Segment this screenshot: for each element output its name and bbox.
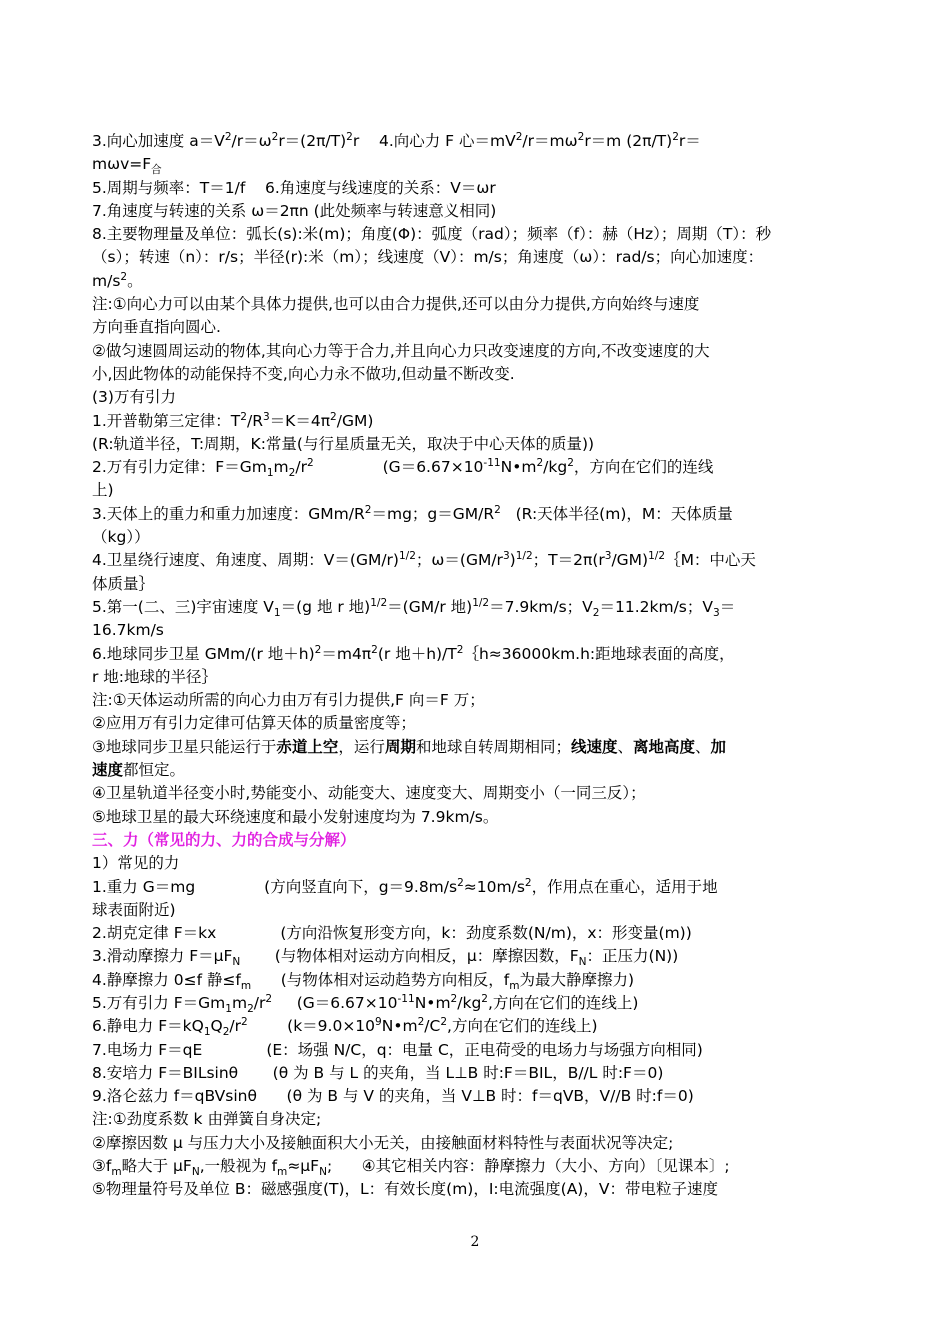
text-line <box>92 852 860 875</box>
text-segment: 8.安培力 F＝BILsinθ (θ 为 B 与 L 的夹角，当 L⊥B 时:F＝BIL，B//L 时:F＝0) <box>92 1063 664 1082</box>
bold-text: 加 <box>710 737 727 756</box>
superscript: 2 <box>240 410 247 423</box>
text-segment: m/s <box>92 271 121 290</box>
text-segment: （kg）） <box>92 528 150 547</box>
text-line <box>92 619 860 642</box>
text-line <box>92 410 860 433</box>
text-line <box>92 153 860 176</box>
text-line <box>92 130 860 153</box>
text-segment: ,方向在它们的连线上) <box>488 993 639 1012</box>
text-segment: (k＝9.0×10 <box>247 1017 376 1036</box>
text-segment: 1）常见的力 <box>92 854 180 873</box>
text-line <box>92 666 860 689</box>
subscript: 2 <box>222 1026 230 1039</box>
text-segment: ,方向在它们的连线上) <box>447 1017 598 1036</box>
text-segment: Q <box>210 1017 223 1036</box>
text-segment: ③地球同步卫星只能运行于 <box>92 737 277 756</box>
text-line <box>92 876 860 899</box>
text-line <box>92 177 860 200</box>
superscript: 1/2 <box>398 550 416 563</box>
text-segment: ：正压力(N)) <box>586 947 679 966</box>
text-segment: 9.洛仑兹力 f＝qBVsinθ (θ 为 B 与 V 的夹角，当 V⊥B 时：f＝qVB，V//B 时:f＝0) <box>92 1087 694 1106</box>
text-segment: ⑤物理量符号及单位 B：磁感强度(T)，L：有效长度(m)，I:电流强度(A)，V：带电粒子速度 <box>92 1180 718 1199</box>
text-segment: ＝K＝4π <box>269 411 331 430</box>
text-segment: ) <box>509 551 516 570</box>
subscript: N <box>232 956 241 969</box>
text-segment: 3.滑动摩擦力 F＝μF <box>92 947 233 966</box>
text-segment: 2.万有引力定律：F＝Gm <box>92 458 267 477</box>
text-segment: /R <box>246 411 263 430</box>
text-segment: ＝(g 地 r 地) <box>280 597 371 616</box>
text-segment: ③f <box>92 1157 112 1176</box>
text-segment: ，方向在它们的连线 <box>573 458 714 477</box>
text-segment: 7.角速度与转速的关系 ω＝2πn (此处频率与转速意义相同) <box>92 201 497 220</box>
text-segment: 三、力（常见的力、力的合成与分解） <box>92 830 356 849</box>
text-segment: m <box>231 993 248 1012</box>
text-segment: 16.7km/s <box>92 621 164 640</box>
text-segment: ＝m4π <box>321 644 372 663</box>
superscript: 2 <box>524 876 532 889</box>
superscript: 2 <box>265 992 273 1005</box>
text-segment: r＝ <box>678 132 701 150</box>
text-line <box>92 899 860 922</box>
text-segment: ｛M：中心天 <box>665 551 756 570</box>
text-segment: 方向垂直指向圆心. <box>92 318 221 337</box>
text-segment: ; ④其它相关内容：静摩擦力（大小、方向）〔见课本〕; <box>326 1157 730 1176</box>
subscript: m <box>111 1166 122 1179</box>
text-line <box>92 945 860 968</box>
text-segment: /r＝ω <box>231 132 272 150</box>
text-line <box>92 922 860 945</box>
text-segment: ④卫星轨道半径变小时,势能变小、动能变大、速度变大、周期变小（一同三反）； <box>92 784 646 803</box>
text-segment: 5.周期与频率：T＝1/f 6.角速度与线速度的关系：V＝ωr <box>92 178 496 197</box>
text-segment: /kg <box>457 993 482 1012</box>
text-segment: 6.地球同步卫星 GMm/(r 地＋h) <box>92 644 315 663</box>
text-segment: ，作用点在重心，适用于地 <box>531 877 718 896</box>
text-line <box>92 1015 860 1038</box>
page-number: 2 <box>470 1234 480 1250</box>
text-line <box>92 573 860 596</box>
text-line <box>92 386 860 409</box>
text-segment: r 地:地球的半径｝ <box>92 667 218 686</box>
text-line <box>92 223 860 246</box>
superscript: 2 <box>457 876 464 889</box>
superscript: 2 <box>515 130 523 143</box>
superscript: 2 <box>494 503 501 516</box>
text-line <box>92 456 860 479</box>
superscript: -11 <box>483 457 501 469</box>
text-segment: 8.主要物理量及单位：弧长(s):米(m)；角度(Φ)：弧度（rad）；频率（f）：赫（Hz）；周期（T）：秒 <box>92 225 772 244</box>
text-segment: mωv=F <box>92 155 152 174</box>
superscript: 1/2 <box>648 550 666 563</box>
text-segment: r＝(2π/T) <box>278 132 347 150</box>
text-line <box>92 549 860 572</box>
text-segment: 。 <box>127 271 143 290</box>
text-line <box>92 479 860 502</box>
text-segment: ,一般视为 f <box>199 1157 278 1176</box>
bold-text: 赤道上空 <box>276 737 339 756</box>
superscript: 2 <box>120 270 128 283</box>
text-line <box>92 759 860 782</box>
text-segment: ＝7.9km/s；V <box>489 597 593 616</box>
text-segment: ≈10m/s <box>463 877 525 896</box>
text-segment: (与物体相对运动方向相反，μ：摩擦因数，F <box>240 947 579 966</box>
text-segment: 都恒定。 <box>123 761 186 780</box>
text-segment: （s）；转速（n）：r/s；半径(r):米（m）；线速度（V）：m/s；角速度（ω）：rad/s；向心加速度： <box>92 248 764 267</box>
superscript: 2 <box>536 457 544 469</box>
text-segment: /r <box>253 993 266 1012</box>
text-segment: ＝ <box>719 597 736 616</box>
text-line <box>92 992 860 1015</box>
text-line <box>92 363 860 386</box>
text-segment: (R:天体半径(m)，M：天体质量 <box>500 504 733 523</box>
text-segment: (G＝6.67×10 <box>272 993 398 1012</box>
text-segment: 注:①劲度系数 k 由弹簧自身决定; <box>92 1110 322 1129</box>
subscript: 1 <box>225 1003 232 1016</box>
text-segment: (G＝6.67×10 <box>313 458 484 477</box>
text-segment: ②应用万有引力定律可估算天体的质量密度等； <box>92 714 416 733</box>
text-segment: 注:①天体运动所需的向心力由万有引力提供,F 向＝F 万； <box>92 691 485 710</box>
text-line <box>92 1178 860 1201</box>
superscript: 1/2 <box>515 550 533 563</box>
text-segment: 5.万有引力 F＝Gm <box>92 993 226 1012</box>
text-segment: 略大于 μF <box>121 1157 192 1176</box>
text-line <box>92 316 860 339</box>
subscript: m <box>277 1166 288 1179</box>
superscript: 3 <box>502 550 510 563</box>
text-segment: 3.向心加速度 a＝V <box>92 132 225 150</box>
subscript: 1 <box>266 467 274 480</box>
text-segment: /r <box>295 458 307 477</box>
text-line <box>92 1062 860 1085</box>
text-line <box>92 782 860 805</box>
text-segment: 上) <box>92 481 114 500</box>
text-line <box>92 526 860 549</box>
bold-text: 线速度 <box>570 737 618 756</box>
text-segment: 注:①向心力可以由某个具体力提供,也可以由合力提供,还可以由分力提供,方向始终与速度 <box>92 295 700 314</box>
subscript: N <box>191 1166 200 1179</box>
superscript: 9 <box>375 1016 382 1029</box>
subscript: 1 <box>203 1026 211 1039</box>
superscript: 1/2 <box>472 596 490 609</box>
text-line <box>92 246 860 269</box>
text-line <box>92 712 860 735</box>
text-segment: 球表面附近) <box>92 900 176 919</box>
text-segment: ②摩擦因数 μ 与压力大小及接触面积大小无关，由接触面材料特性与表面状况等决定; <box>92 1133 674 1152</box>
text-line <box>92 736 860 759</box>
subscript: 2 <box>288 467 296 480</box>
text-segment: ，运行 <box>338 737 385 756</box>
bold-text: 离地高度 <box>633 737 696 756</box>
text-segment: m <box>273 458 289 477</box>
text-segment: 2.胡克定律 F＝kx (方向沿恢复形变方向，k：劲度系数(N/m)，x：形变量(m)) <box>92 924 692 943</box>
text-segment: ②做匀速圆周运动的物体,其向心力等于合力,并且向心力只改变速度的方向,不改变速度的大 <box>92 341 710 360</box>
subscript: N <box>578 956 587 969</box>
superscript: 3 <box>262 410 270 423</box>
text-segment: 1.开普勒第三定律：T <box>92 411 241 430</box>
text-segment: N•m <box>381 1017 418 1036</box>
text-segment: r 4.向心力 F 心＝mV <box>352 132 516 150</box>
text-segment: 小,因此物体的动能保持不变,向心力永不做功,但动量不断改变. <box>92 364 515 383</box>
text-line <box>92 689 860 712</box>
text-line <box>92 1155 860 1178</box>
superscript: 1/2 <box>370 596 388 609</box>
superscript: 2 <box>271 130 279 143</box>
text-line <box>92 969 860 992</box>
text-line <box>92 1108 860 1131</box>
text-segment: 、 <box>695 737 711 756</box>
text-segment: 体质量｝ <box>92 574 155 593</box>
bold-text: 速度 <box>92 761 124 780</box>
text-segment: /kg <box>543 458 568 477</box>
subscript: m <box>509 979 520 992</box>
text-line <box>92 433 860 456</box>
text-segment: 1.重力 G＝mg (方向竖直向下，g＝9.8m/s <box>92 877 458 896</box>
text-line <box>92 806 860 829</box>
bold-text: 周期 <box>384 737 416 756</box>
text-segment: /r <box>229 1017 242 1036</box>
superscript: 2 <box>440 1016 448 1029</box>
text-line <box>92 293 860 316</box>
text-segment: (R:轨道半径，T:周期，K:常量(与行星质量无关，取决于中心天体的质量)) <box>92 434 595 453</box>
text-segment: 4.静摩擦力 0≤f 静≤f <box>92 970 241 989</box>
superscript: 2 <box>314 643 322 656</box>
text-segment: ｛h≈36000km.h:距地球表面的高度， <box>463 644 735 663</box>
subscript: 合 <box>151 164 162 177</box>
text-line <box>92 596 860 619</box>
subscript: 2 <box>247 1003 254 1016</box>
text-line <box>92 503 860 526</box>
superscript: -11 <box>397 992 415 1005</box>
text-segment: /GM) <box>336 411 374 430</box>
text-segment: ≈μF <box>287 1157 320 1176</box>
text-segment: r＝m (2π/T) <box>584 132 673 150</box>
superscript: 2 <box>481 992 488 1005</box>
superscript: 2 <box>567 457 574 469</box>
superscript: 2 <box>450 992 458 1005</box>
text-segment: N•m <box>500 458 537 477</box>
text-line <box>92 270 860 293</box>
superscript: 2 <box>417 1016 425 1029</box>
text-segment: 为最大静摩擦力) <box>519 970 635 989</box>
text-line <box>92 1085 860 1108</box>
text-segment: (与物体相对运动趋势方向相反，f <box>251 970 510 989</box>
text-line <box>92 643 860 666</box>
superscript: 2 <box>577 130 585 143</box>
text-segment: ＝11.2km/s；V <box>599 597 713 616</box>
document-body <box>92 130 860 1202</box>
text-segment: 3.天体上的重力和重力加速度：GMm/R <box>92 504 365 523</box>
superscript: 2 <box>672 130 679 143</box>
superscript: 2 <box>330 410 337 423</box>
text-segment: ＝(GM/r 地) <box>387 597 473 616</box>
subscript: 2 <box>592 607 600 620</box>
text-segment: (3)万有引力 <box>92 388 176 407</box>
text-segment: 、 <box>617 737 633 756</box>
text-segment: ＝mg；g＝GM/R <box>371 504 495 523</box>
text-segment: 4.卫星绕行速度、角速度、周期：V＝(GM/r) <box>92 551 399 570</box>
subscript: N <box>319 1166 327 1179</box>
text-segment: 7.电场力 F＝qE (E：场强 N/C，q：电量 C，正电荷受的电场力与场强方向相同) <box>92 1040 703 1059</box>
superscript: 2 <box>346 130 353 143</box>
text-line <box>92 1039 860 1062</box>
superscript: 2 <box>456 643 464 656</box>
section-heading <box>92 829 860 852</box>
text-segment: ；ω＝(GM/r <box>415 551 503 570</box>
text-line <box>92 1132 860 1155</box>
superscript: 2 <box>364 503 372 516</box>
superscript: 2 <box>224 130 232 143</box>
text-segment: ；T＝2π(r <box>532 551 605 570</box>
text-segment: 和地球自转周期相同； <box>415 737 571 756</box>
text-line <box>92 200 860 223</box>
text-line <box>92 340 860 363</box>
subscript: 1 <box>273 607 281 620</box>
superscript: 2 <box>241 1016 248 1029</box>
superscript: 2 <box>306 457 314 469</box>
text-segment: /C <box>424 1017 441 1036</box>
text-segment: (r 地＋h)/T <box>377 644 457 663</box>
superscript: 2 <box>371 643 378 656</box>
text-segment: ⑤地球卫星的最大环绕速度和最小发射速度均为 7.9km/s。 <box>92 807 499 826</box>
text-segment: /GM) <box>611 551 649 570</box>
text-segment: /r＝mω <box>522 132 578 150</box>
subscript: m <box>240 979 252 992</box>
text-segment: 6.静电力 F＝kQ <box>92 1017 204 1036</box>
superscript: 3 <box>604 550 612 563</box>
text-segment: N•m <box>414 993 451 1012</box>
text-segment: 5.第一(二、三)宇宙速度 V <box>92 597 274 616</box>
subscript: 3 <box>712 607 720 620</box>
